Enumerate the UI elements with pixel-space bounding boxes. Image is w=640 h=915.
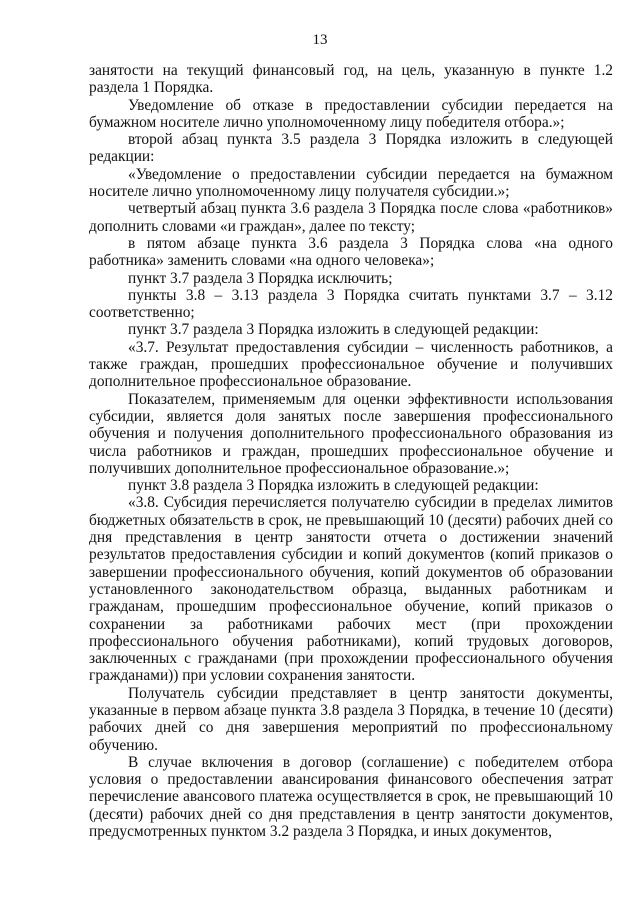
paragraph: в пятом абзаце пункта 3.6 раздела 3 Порядка слова «на одного работника» заменить словами «на одного человека»; [89,234,613,270]
paragraph: «Уведомление о предоставлении субсидии передается на бумажном носителе лично уполномоченному лицу получателя субсидии.»; [89,165,613,201]
paragraph: Получатель субсидии представляет в центр занятости документы, указанные в первом абзаце пункта 3.8 раздела 3 Порядка, в течение 10 (десяти) рабочих дней со дня завершения мероприятий по профессиональному обучению. [89,684,613,754]
paragraph: второй абзац пункта 3.5 раздела 3 Порядка изложить в следующей редакции: [89,131,613,166]
paragraph: пункт 3.7 раздела 3 Порядка исключить; [128,269,393,287]
document-body [89,62,613,840]
paragraph: четвертый абзац пункта 3.6 раздела 3 Порядка после слова «работников» дополнить словами «и граждан», далее по тексту; [89,200,613,235]
paragraph: пункт 3.7 раздела 3 Порядка изложить в следующей редакции: [128,321,539,339]
paragraph: пункт 3.8 раздела 3 Порядка изложить в следующей редакции: [128,477,539,495]
paragraph: «3.8. Субсидия перечисляется получателю субсидии в пределах лимитов бюджетных обязательств в срок, не превышающий 10 (десяти) рабочих дней со дня представления в центр занятости отчета о достижении значений результатов предоставления субсидии и копий документов (копий приказов о завершении профессионального обучения, копий документов об образовании установленного законодательством образца, выданных работникам и гражданам, прошедшим профессиональное обучение, копий приказов о сохранении за работниками рабочих мест (при прохождении профессионального обучения работниками), копий трудовых договоров, заключенных с гражданами (при прохождении профессионального обучения гражданами)) при условии сохранения занятости. [89,494,613,685]
paragraph-continuation: занятости на текущий финансовый год, на цель, указанную в пункте 1.2 раздела 1 Порядка. [89,62,613,97]
paragraph: В случае включения в договор (соглашение) с победителем отбора условия о предоставлении авансирования финансового обеспечения затрат перечисление авансового платежа осуществляется в срок, не превышающий 10 (десяти) рабочих дней со дня представления в центр занятости документов, предусмотренных пунктом 3.2 раздела 3 Порядка, и иных документов, [89,753,613,841]
page-number: 13 [312,32,328,48]
paragraph: Показателем, применяемым для оценки эффективности использования субсидии, является доля занятых после завершения профессионального обучения и получения дополнительного профессионального образования из числа работников и граждан, прошедших профессиональное обучение и получивших дополнительное профессиональное образование.»; [89,390,613,477]
paragraph: «3.7. Результат предоставления субсидии – численность работников, а также граждан, прошедших профессиональное обучение и получивших дополнительное профессиональное образование. [89,338,613,391]
paragraph: пункты 3.8 – 3.13 раздела 3 Порядка считать пунктами 3.7 – 3.12 соответственно; [89,286,613,322]
paragraph: Уведомление об отказе в предоставлении субсидии передается на бумажном носителе лично уполномоченному лицу победителя отбора.»; [89,96,613,131]
